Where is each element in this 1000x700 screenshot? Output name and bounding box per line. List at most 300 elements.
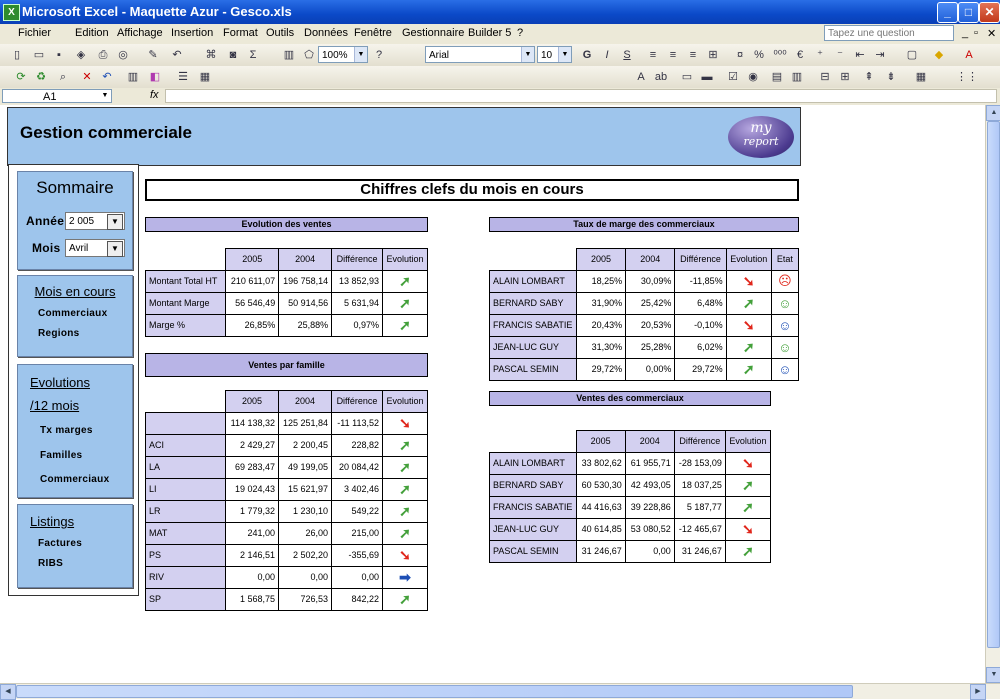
diff-cell[interactable]: 842,22 — [332, 588, 383, 610]
table-row — [146, 270, 428, 292]
undo-icon[interactable]: ↶ — [172, 49, 182, 61]
logo-line2: report — [743, 135, 779, 148]
recycle-icon[interactable]: ♻ — [36, 71, 46, 83]
maximize-button[interactable]: □ — [958, 2, 979, 23]
trend-up-arrow-icon: ➚ — [399, 503, 411, 519]
doc-close-button[interactable]: ✕ — [987, 28, 997, 40]
menu-fichier[interactable]: Fichier — [18, 27, 52, 39]
menu-outils[interactable]: Outils — [266, 27, 295, 39]
evolutions-12-mois-link[interactable]: /12 mois — [30, 398, 80, 413]
scroll-up-icon[interactable]: ▲ — [986, 105, 1000, 121]
chevron-down-icon[interactable]: ▼ — [107, 214, 123, 230]
v2004-cell[interactable]: 30,09% — [626, 270, 675, 292]
evolutions-link[interactable]: Evolutions — [30, 375, 90, 390]
align-objects-icon[interactable]: ⊟ — [820, 71, 830, 83]
scroll-left-icon[interactable]: ◀ — [0, 684, 16, 700]
commerciaux-evolution-link[interactable]: Commerciaux — [40, 474, 110, 485]
thousands-icon[interactable]: ⁰⁰⁰ — [773, 49, 787, 61]
ventes-commerciaux-title: Ventes des commerciaux — [489, 391, 771, 406]
row-label-cell[interactable]: PS — [146, 544, 226, 566]
row-label-cell[interactable]: JEAN-LUC GUY — [490, 518, 577, 540]
align-right-icon[interactable]: ≡ — [689, 49, 697, 61]
menu-insertion[interactable]: Insertion — [171, 27, 214, 39]
table-row — [490, 292, 799, 314]
evolution-cell[interactable] — [726, 314, 771, 336]
diff-cell[interactable]: -11 113,52 — [332, 412, 383, 434]
v2004-cell[interactable]: 61 955,71 — [625, 452, 674, 474]
v2005-cell[interactable]: 210 611,07 — [226, 270, 279, 292]
v2005-cell[interactable]: 2 146,51 — [226, 544, 279, 566]
diff-cell[interactable]: 6,48% — [675, 292, 726, 314]
column-header: 2005 — [226, 249, 279, 271]
diff-cell[interactable]: 3 402,46 — [332, 478, 383, 500]
column-header: Evolution — [383, 249, 428, 271]
trend-down-arrow-icon: ➘ — [742, 455, 754, 471]
trend-down-arrow-icon: ➘ — [399, 547, 411, 563]
row-label-cell[interactable]: JEAN-LUC GUY — [490, 336, 577, 358]
refresh-icon[interactable]: ⟳ — [16, 71, 26, 83]
v2004-cell[interactable]: 0,00 — [625, 540, 674, 562]
edit-text-icon[interactable]: ab — [654, 71, 668, 83]
pivot-icon[interactable]: ◧ — [149, 71, 161, 83]
trend-down-arrow-icon: ➘ — [742, 317, 755, 333]
table-row — [146, 588, 428, 610]
v2005-cell[interactable]: 18,25% — [576, 270, 625, 292]
diff-cell[interactable]: 29,72% — [675, 358, 726, 380]
row-label-cell[interactable]: RIV — [146, 566, 226, 588]
underline-icon[interactable]: S — [623, 49, 631, 61]
send-back-icon[interactable]: ⇟ — [886, 71, 896, 83]
commerciaux-link[interactable]: Commerciaux — [38, 308, 108, 319]
mois-select[interactable] — [65, 239, 125, 257]
formula-input[interactable] — [165, 89, 997, 103]
v2005-cell[interactable]: 29,72% — [576, 358, 625, 380]
evolution-cell[interactable] — [726, 358, 771, 380]
v2005-cell[interactable]: 114 138,32 — [226, 412, 279, 434]
column-header: 2004 — [625, 431, 674, 453]
trend-flat-arrow-icon: ➡ — [399, 569, 411, 585]
column-header: 2005 — [576, 249, 625, 271]
increase-decimal-icon[interactable]: ⁺ — [817, 49, 823, 61]
etat-cell[interactable] — [771, 314, 798, 336]
bold-icon[interactable]: G — [582, 49, 592, 61]
row-label-cell[interactable]: ALAIN LOMBART — [490, 270, 577, 292]
chevron-down-icon[interactable]: ▼ — [101, 92, 109, 99]
chevron-down-icon[interactable]: ▼ — [558, 47, 571, 62]
v2005-cell[interactable]: 26,85% — [226, 314, 279, 336]
open-icon[interactable]: ▭ — [33, 49, 45, 61]
diff-cell[interactable]: 0,00 — [332, 566, 383, 588]
distribute-icon[interactable]: ⊞ — [840, 71, 850, 83]
trend-down-arrow-icon: ➘ — [399, 415, 411, 431]
window-title: Microsoft Excel - Maquette Azur - Gesco.xls — [22, 4, 292, 19]
empty-cell — [490, 249, 577, 271]
standard-toolbar — [0, 44, 1000, 67]
v2004-cell[interactable]: 25,42% — [626, 292, 675, 314]
checkbox-control-icon[interactable]: ☑ — [728, 71, 738, 83]
table-row — [146, 412, 428, 434]
percent-icon[interactable]: % — [754, 49, 764, 61]
v2005-cell[interactable]: 241,00 — [226, 522, 279, 544]
v2004-cell[interactable]: 39 228,86 — [625, 496, 674, 518]
table-row — [490, 496, 771, 518]
v2005-cell[interactable]: 0,00 — [226, 566, 279, 588]
evolution-cell[interactable] — [726, 336, 771, 358]
column-header: Différence — [675, 249, 726, 271]
trend-up-arrow-icon: ➚ — [399, 437, 411, 453]
row-label-cell[interactable]: LA — [146, 456, 226, 478]
permission-icon[interactable]: ◈ — [76, 49, 86, 61]
row-label-cell[interactable]: PASCAL SEMIN — [490, 540, 577, 562]
table-row — [146, 566, 428, 588]
autosum-icon[interactable]: Σ — [249, 49, 257, 61]
properties-icon[interactable]: ▦ — [915, 71, 927, 83]
v2005-cell[interactable]: 33 802,62 — [576, 452, 625, 474]
v2005-cell[interactable]: 56 546,49 — [226, 292, 279, 314]
align-left-icon[interactable]: ≡ — [649, 49, 657, 61]
column-header: 2005 — [226, 391, 279, 413]
hyperlink-icon[interactable]: ⌘ — [205, 49, 217, 61]
zoom-value: 100% — [322, 50, 348, 61]
v2004-cell[interactable]: 2 502,20 — [279, 544, 332, 566]
row-label-cell[interactable]: FRANCIS SABATIE — [490, 496, 577, 518]
table-row — [146, 456, 428, 478]
table-row — [490, 452, 771, 474]
evolution-cell[interactable] — [383, 292, 428, 314]
v2004-cell[interactable]: 42 493,05 — [625, 474, 674, 496]
v2005-cell[interactable]: 1 568,75 — [226, 588, 279, 610]
v2004-cell[interactable]: 49 199,05 — [279, 456, 332, 478]
row-label-cell[interactable]: Marge % — [146, 314, 226, 336]
currency-icon[interactable]: ¤ — [736, 49, 744, 61]
group-box-icon[interactable]: ▭ — [681, 71, 693, 83]
evolution-cell[interactable] — [725, 452, 770, 474]
drawing-icon[interactable]: ⬠ — [304, 49, 314, 61]
decrease-decimal-icon[interactable]: ⁻ — [837, 49, 843, 61]
v2004-cell[interactable]: 1 230,10 — [279, 500, 332, 522]
print-preview-icon[interactable]: ◎ — [118, 49, 128, 61]
increase-indent-icon[interactable]: ⇥ — [875, 49, 885, 61]
column-header: 2004 — [279, 391, 332, 413]
annee-value: 2 005 — [69, 216, 95, 227]
ventes-commerciaux-table — [489, 430, 771, 563]
euro-icon[interactable]: € — [796, 49, 804, 61]
sommaire-box — [17, 171, 133, 270]
chart-wizard-icon[interactable]: ▥ — [283, 49, 295, 61]
column-header: 2005 — [576, 431, 625, 453]
diff-cell[interactable]: 18 037,25 — [674, 474, 725, 496]
row-label-cell[interactable]: Montant Marge — [146, 292, 226, 314]
font-size-select[interactable] — [537, 46, 572, 63]
evolution-cell[interactable] — [382, 456, 427, 478]
menu-bar — [0, 24, 1000, 45]
diff-cell[interactable]: 13 852,93 — [332, 270, 383, 292]
diff-cell[interactable]: 5 631,94 — [332, 292, 383, 314]
row-label-cell[interactable]: SP — [146, 588, 226, 610]
diff-cell[interactable]: 5 187,77 — [674, 496, 725, 518]
evolution-cell[interactable] — [383, 270, 428, 292]
diff-cell[interactable]: 0,97% — [332, 314, 383, 336]
v2004-cell[interactable]: 15 621,97 — [279, 478, 332, 500]
v2005-cell[interactable]: 60 530,30 — [576, 474, 625, 496]
empty-cell — [146, 391, 226, 413]
fx-icon[interactable]: fx — [150, 89, 159, 101]
trend-up-arrow-icon: ➚ — [742, 295, 755, 311]
evolution-cell[interactable] — [382, 412, 427, 434]
row-label-cell[interactable]: ACI — [146, 434, 226, 456]
chevron-down-icon[interactable]: ▼ — [521, 47, 534, 62]
menu-builder[interactable]: Builder 5 — [468, 27, 512, 39]
diff-cell[interactable]: -28 153,09 — [674, 452, 725, 474]
table-header-row — [490, 249, 799, 271]
row-label-cell[interactable]: Montant Total HT — [146, 270, 226, 292]
grid-toggle-icon[interactable]: ⋮⋮ — [956, 71, 978, 83]
column-header: Evolution — [382, 391, 427, 413]
evolutions-box — [17, 364, 133, 498]
zoom-select[interactable] — [318, 46, 368, 63]
familles-link[interactable]: Familles — [40, 450, 83, 461]
trend-up-arrow-icon: ➚ — [742, 477, 754, 493]
evolution-cell[interactable] — [725, 540, 770, 562]
column-header: 2004 — [279, 249, 332, 271]
new-icon[interactable]: ▯ — [13, 49, 21, 61]
menu-edition[interactable]: Edition — [75, 27, 109, 39]
row-label-cell[interactable]: PASCAL SEMIN — [490, 358, 577, 380]
evolution-cell[interactable] — [726, 292, 771, 314]
table-row — [490, 474, 771, 496]
combo-control-icon[interactable]: ▥ — [791, 71, 803, 83]
v2005-cell[interactable]: 40 614,85 — [576, 518, 625, 540]
evolution-cell[interactable] — [382, 588, 427, 610]
tx-marges-link[interactable]: Tx marges — [40, 425, 93, 436]
vertical-scroll-thumb[interactable] — [987, 121, 1000, 648]
font-color-icon[interactable]: A — [965, 49, 973, 61]
font-value: Arial — [429, 50, 450, 61]
annee-select[interactable] — [65, 212, 125, 230]
happy-face-icon: ☺ — [778, 339, 792, 355]
menu-format[interactable]: Format — [223, 27, 258, 39]
diff-cell[interactable]: -11,85% — [675, 270, 726, 292]
v2005-cell[interactable]: 31,90% — [576, 292, 625, 314]
format-painter-icon[interactable]: ✎ — [148, 49, 158, 61]
v2004-cell[interactable]: 25,28% — [626, 336, 675, 358]
row-label-cell[interactable]: MAT — [146, 522, 226, 544]
help-icon[interactable]: ? — [375, 49, 383, 61]
font-select[interactable] — [425, 46, 535, 63]
doc-restore-button[interactable]: ▫ — [974, 27, 978, 39]
table-header-row — [146, 391, 428, 413]
merge-center-icon[interactable]: ⊞ — [708, 49, 718, 61]
row-label-cell[interactable]: BERNARD SABY — [490, 292, 577, 314]
diff-cell[interactable]: 31 246,67 — [674, 540, 725, 562]
doc-minimize-button[interactable]: _ — [962, 27, 969, 39]
v2005-cell[interactable]: 1 779,32 — [226, 500, 279, 522]
decrease-indent-icon[interactable]: ⇤ — [855, 49, 865, 61]
grid-icon[interactable]: ▦ — [199, 71, 211, 83]
horizontal-scroll-thumb[interactable] — [16, 685, 853, 698]
evolution-cell[interactable] — [382, 500, 427, 522]
trend-down-arrow-icon: ➘ — [742, 521, 754, 537]
trend-up-arrow-icon: ➚ — [399, 273, 411, 289]
name-box[interactable] — [2, 89, 112, 103]
close-button[interactable]: ✕ — [979, 2, 1000, 23]
annee-label: Année — [26, 214, 65, 228]
diff-cell[interactable]: 549,22 — [332, 500, 383, 522]
align-center-icon[interactable]: ≡ — [669, 49, 677, 61]
menu-help[interactable]: ? — [517, 27, 524, 39]
v2005-cell[interactable]: 44 416,63 — [576, 496, 625, 518]
scroll-right-icon[interactable]: ▶ — [970, 684, 986, 700]
happy-face-icon: ☺ — [778, 295, 792, 311]
etat-cell[interactable] — [771, 270, 798, 292]
factures-link[interactable]: Factures — [38, 538, 83, 549]
row-label-cell[interactable]: LR — [146, 500, 226, 522]
ventes-famille-title: Ventes par famille — [145, 353, 428, 377]
report-header — [7, 107, 801, 166]
mois-en-cours-link[interactable]: Mois en cours — [34, 284, 116, 299]
row-label-cell[interactable]: BERNARD SABY — [490, 474, 577, 496]
column-header: Etat — [771, 249, 798, 271]
sidebar — [8, 164, 139, 596]
listbox-control-icon[interactable]: ▤ — [771, 71, 783, 83]
evolution-cell[interactable] — [382, 434, 427, 456]
bring-front-icon[interactable]: ⇞ — [864, 71, 874, 83]
evolution-cell[interactable] — [382, 522, 427, 544]
v2005-cell[interactable]: 31,30% — [576, 336, 625, 358]
etat-cell[interactable] — [771, 358, 798, 380]
v2004-cell[interactable]: 50 914,56 — [279, 292, 332, 314]
row-label-cell[interactable]: ALAIN LOMBART — [490, 452, 577, 474]
evolution-cell[interactable] — [725, 518, 770, 540]
text-style-icon[interactable]: A — [637, 71, 645, 83]
window-title-bar — [0, 0, 1000, 24]
ask-question-input[interactable]: Tapez une question — [824, 25, 954, 41]
custom-toolbar — [0, 66, 1000, 89]
italic-icon[interactable]: I — [605, 49, 609, 61]
list-icon[interactable]: ☰ — [178, 71, 188, 83]
table-header-row — [146, 249, 428, 271]
v2005-cell[interactable]: 19 024,43 — [226, 478, 279, 500]
button-control-icon[interactable]: ▬ — [701, 71, 713, 83]
table-row — [490, 540, 771, 562]
listings-link[interactable]: Listings — [30, 514, 75, 529]
trend-up-arrow-icon: ➚ — [399, 317, 411, 333]
delete-icon[interactable]: ✕ — [82, 71, 92, 83]
trend-up-arrow-icon: ➚ — [399, 459, 411, 475]
etat-cell[interactable] — [771, 336, 798, 358]
menu-donnees[interactable]: Données — [304, 27, 349, 39]
diff-cell[interactable]: -0,10% — [675, 314, 726, 336]
borders-icon[interactable]: ▢ — [906, 49, 918, 61]
diff-cell[interactable]: 20 084,42 — [332, 456, 383, 478]
table-row — [146, 434, 428, 456]
v2004-cell[interactable]: 0,00% — [626, 358, 675, 380]
mois-en-cours-box — [17, 275, 133, 357]
menu-affichage[interactable]: Affichage — [117, 27, 163, 39]
v2005-cell[interactable]: 31 246,67 — [576, 540, 625, 562]
diff-cell[interactable]: 215,00 — [332, 522, 383, 544]
v2004-cell[interactable]: 0,00 — [279, 566, 332, 588]
ribs-link[interactable]: RIBS — [38, 558, 64, 569]
evolution-cell[interactable] — [382, 478, 427, 500]
v2005-cell[interactable]: 69 283,47 — [226, 456, 279, 478]
evolution-cell[interactable] — [725, 496, 770, 518]
mois-label: Mois — [32, 241, 61, 255]
diff-cell[interactable]: -12 465,67 — [674, 518, 725, 540]
listings-box — [17, 504, 133, 588]
my-report-logo — [728, 116, 794, 158]
column-header: Evolution — [725, 431, 770, 453]
chevron-down-icon[interactable]: ▼ — [354, 47, 367, 62]
camera-icon[interactable]: ◙ — [229, 49, 237, 61]
fill-color-icon[interactable]: ◆ — [934, 49, 944, 61]
diff-cell[interactable]: -355,69 — [332, 544, 383, 566]
save-icon[interactable]: ▪ — [57, 49, 61, 61]
evolution-cell[interactable] — [726, 270, 771, 292]
menu-fenetre[interactable]: Fenêtre — [354, 27, 392, 39]
table-row — [490, 314, 799, 336]
excel-icon[interactable]: X — [3, 4, 20, 21]
table-row — [146, 500, 428, 522]
v2004-cell[interactable]: 125 251,84 — [279, 412, 332, 434]
radio-control-icon[interactable]: ◉ — [748, 71, 758, 83]
v2004-cell[interactable]: 2 200,45 — [279, 434, 332, 456]
trend-up-arrow-icon: ➚ — [742, 499, 754, 515]
table-row — [490, 358, 799, 380]
ventes-famille-table — [145, 390, 428, 611]
v2004-cell[interactable]: 53 080,52 — [625, 518, 674, 540]
sad-face-icon: ☹ — [778, 273, 792, 288]
regions-link[interactable]: Regions — [38, 328, 80, 339]
menu-gestionnaire[interactable]: Gestionnaire — [402, 27, 465, 39]
undo-icon[interactable]: ↶ — [102, 71, 112, 83]
row-label-cell[interactable]: LI — [146, 478, 226, 500]
minimize-button[interactable]: _ — [937, 2, 958, 23]
v2005-cell[interactable]: 2 429,27 — [226, 434, 279, 456]
horizontal-scrollbar[interactable] — [0, 683, 1000, 699]
evolution-cell[interactable] — [382, 566, 427, 588]
etat-cell[interactable] — [771, 292, 798, 314]
vertical-scrollbar[interactable] — [985, 105, 1000, 683]
column-header: Différence — [332, 249, 383, 271]
v2004-cell[interactable]: 726,53 — [279, 588, 332, 610]
evolution-ventes-table — [145, 248, 428, 337]
diff-cell[interactable]: 6,02% — [675, 336, 726, 358]
v2004-cell[interactable]: 20,53% — [626, 314, 675, 336]
v2004-cell[interactable]: 196 758,14 — [279, 270, 332, 292]
row-label-cell[interactable]: FRANCIS SABATIE — [490, 314, 577, 336]
evolution-cell[interactable] — [382, 544, 427, 566]
table-row — [146, 314, 428, 336]
row-label-cell[interactable] — [146, 412, 226, 434]
v2005-cell[interactable]: 20,43% — [576, 314, 625, 336]
trend-up-arrow-icon: ➚ — [742, 361, 755, 377]
chevron-down-icon[interactable]: ▼ — [107, 241, 123, 257]
chart-icon[interactable]: ▥ — [127, 71, 139, 83]
table-row — [490, 270, 799, 292]
evolution-cell[interactable] — [383, 314, 428, 336]
scroll-down-icon[interactable]: ▼ — [986, 667, 1000, 683]
search-icon[interactable]: ⌕ — [59, 71, 67, 83]
evolution-cell[interactable] — [725, 474, 770, 496]
table-row — [146, 478, 428, 500]
diff-cell[interactable]: 228,82 — [332, 434, 383, 456]
print-icon[interactable]: ⎙ — [98, 49, 108, 61]
v2004-cell[interactable]: 25,88% — [279, 314, 332, 336]
trend-up-arrow-icon: ➚ — [399, 591, 411, 607]
formula-bar — [0, 88, 1000, 106]
v2004-cell[interactable]: 26,00 — [279, 522, 332, 544]
